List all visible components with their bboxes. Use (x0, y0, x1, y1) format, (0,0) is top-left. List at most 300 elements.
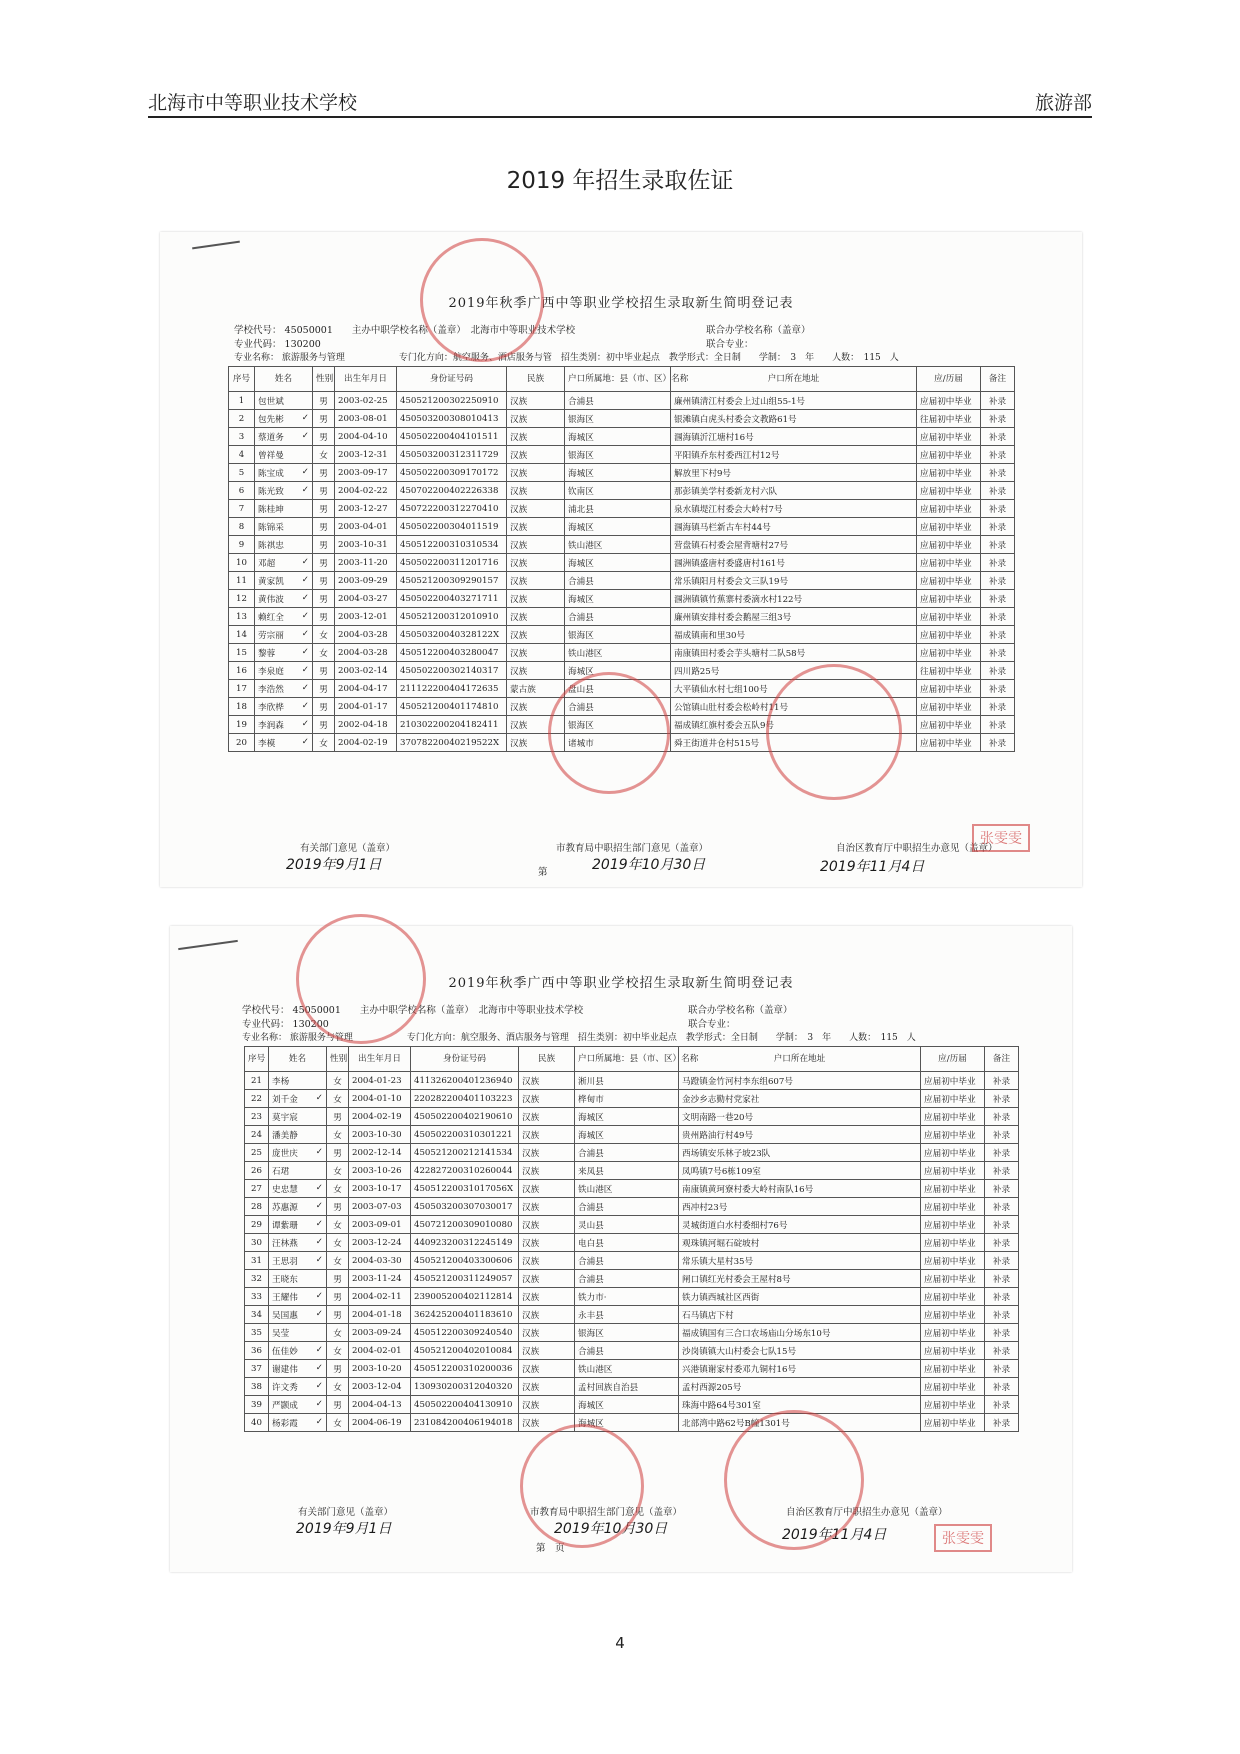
ethnicity: 汉族 (519, 1378, 575, 1396)
hukou-county: 盘山县 (565, 680, 671, 698)
student-name: 陈桂坤 (258, 504, 284, 515)
remark: 补录 (981, 428, 1015, 446)
row-number: 36 (245, 1342, 269, 1360)
school-name: 北海市中等职业技术学校 (148, 92, 358, 114)
check-mark-icon: ✓ (315, 1290, 323, 1301)
hukou-county: 合浦县 (575, 1270, 679, 1288)
student-name: 许文秀 (272, 1382, 298, 1393)
hukou-county: 海城区 (565, 464, 671, 482)
birth-date: 2004-03-27 (335, 590, 397, 608)
hukou-address: 珠海中路64号301室 (679, 1396, 921, 1414)
table-row (245, 1360, 1019, 1378)
hukou-address: 铁力镇西城社区西街 (679, 1288, 921, 1306)
hukou-county: 海城区 (565, 554, 671, 572)
table-row (229, 482, 1015, 500)
student-name-cell (255, 518, 313, 536)
column-header: 出生年月日 (349, 1047, 411, 1072)
student-name-cell (255, 572, 313, 590)
hukou-county: 铁力市· (575, 1288, 679, 1306)
student-name: 李杨 (272, 1076, 290, 1087)
table-row (229, 446, 1015, 464)
birth-date: 2003-02-25 (335, 392, 397, 410)
hukou-county: 合浦县 (575, 1144, 679, 1162)
gender: 女 (313, 626, 335, 644)
ethnicity: 汉族 (507, 626, 565, 644)
student-name: 包先彬 (258, 414, 284, 425)
student-name: 史忠慧 (272, 1184, 298, 1195)
birth-date: 2004-02-19 (335, 734, 397, 752)
hukou-address: 大平镇仙水村七组100号 (671, 680, 917, 698)
ethnicity: 汉族 (507, 392, 565, 410)
student-name: 王思羽 (272, 1256, 298, 1267)
id-number: 45050320040328122X (397, 626, 507, 644)
student-name: 吴国惠 (272, 1310, 298, 1321)
student-name-cell (255, 554, 313, 572)
birth-date: 2002-04-18 (335, 716, 397, 734)
ethnicity: 汉族 (519, 1108, 575, 1126)
ethnicity: 汉族 (519, 1342, 575, 1360)
column-header: 户口所在地址 (671, 367, 917, 392)
remark: 补录 (981, 518, 1015, 536)
row-number: 5 (229, 464, 255, 482)
column-header: 身份证号码 (411, 1047, 519, 1072)
gender: 男 (327, 1288, 349, 1306)
hukou-county: 诸城市 (565, 734, 671, 752)
id-number: 450521200403300606 (411, 1252, 519, 1270)
birth-date: 2003-02-14 (335, 662, 397, 680)
ethnicity: 汉族 (519, 1126, 575, 1144)
region-stamp (766, 664, 902, 800)
ethnicity: 汉族 (507, 464, 565, 482)
hukou-address: 凤鸣镇7号6栋109室 (679, 1162, 921, 1180)
gender: 男 (313, 608, 335, 626)
graduate-type: 应届初中毕业 (921, 1270, 985, 1288)
hukou-county: 孟村回族自治县 (575, 1378, 679, 1396)
student-name: 李浩然 (258, 684, 284, 695)
gender: 男 (327, 1306, 349, 1324)
birth-date: 2004-01-23 (349, 1072, 411, 1090)
birth-date: 2003-12-27 (335, 500, 397, 518)
id-number: 130930200312040320 (411, 1378, 519, 1396)
student-name-cell (269, 1126, 327, 1144)
handwritten-date-left: 2019年9月1日 (296, 1521, 392, 1537)
footer-dept-opinion: 有关部门意见（盖章） (300, 843, 396, 854)
column-header: 民族 (507, 367, 565, 392)
gender: 女 (327, 1234, 349, 1252)
id-number: 422827200310260044 (411, 1162, 519, 1180)
row-number: 18 (229, 698, 255, 716)
ethnicity: 汉族 (507, 536, 565, 554)
hukou-county: 铁山港区 (565, 536, 671, 554)
birth-date: 2003-11-24 (349, 1270, 411, 1288)
row-number: 35 (245, 1324, 269, 1342)
check-mark-icon: ✓ (315, 1362, 323, 1373)
check-mark-icon: ✓ (301, 592, 309, 603)
birth-date: 2003-08-01 (335, 410, 397, 428)
ethnicity: 汉族 (507, 446, 565, 464)
gender: 女 (327, 1414, 349, 1432)
hukou-county: 合浦县 (565, 698, 671, 716)
hukou-address: 那彭镇美学村委新龙村六队 (671, 482, 917, 500)
check-mark-icon: ✓ (301, 610, 309, 621)
column-header: 性别 (313, 367, 335, 392)
graduate-type: 应届初中毕业 (921, 1378, 985, 1396)
ethnicity: 汉族 (519, 1396, 575, 1414)
graduate-type: 应届初中毕业 (921, 1324, 985, 1342)
hukou-county: 淅川县 (575, 1072, 679, 1090)
student-name-cell (269, 1216, 327, 1234)
school-stamp (296, 914, 426, 1044)
id-number: 450702200402226338 (397, 482, 507, 500)
gender: 男 (313, 410, 335, 428)
table-header-row (245, 1047, 1019, 1072)
student-name-cell (269, 1198, 327, 1216)
hukou-county: 银海区 (565, 446, 671, 464)
check-mark-icon: ✓ (301, 664, 309, 675)
row-number: 31 (245, 1252, 269, 1270)
graduate-type: 往届初中毕业 (917, 662, 981, 680)
column-header: 序号 (245, 1047, 269, 1072)
graduate-type: 应届初中毕业 (917, 626, 981, 644)
hukou-county: 铁山港区 (565, 644, 671, 662)
table-row (245, 1342, 1019, 1360)
hukou-county: 海城区 (565, 590, 671, 608)
ethnicity: 汉族 (507, 482, 565, 500)
remark: 补录 (981, 410, 1015, 428)
student-name-cell (269, 1180, 327, 1198)
gender: 男 (327, 1396, 349, 1414)
student-name: 李泉庭 (258, 666, 284, 677)
table-row (245, 1252, 1019, 1270)
graduate-type: 应届初中毕业 (917, 608, 981, 626)
birth-date: 2004-04-10 (335, 428, 397, 446)
student-name-cell (269, 1072, 327, 1090)
meta-major-name: 专业名称： 旅游服务与管理 专门化方向：航空服务、酒店服务与管 招生类别：初中毕业起点 教学形式：全日制 学制： 3 年 人数： 115 人 (234, 353, 899, 363)
birth-date: 2003-07-03 (349, 1198, 411, 1216)
remark: 补录 (985, 1252, 1019, 1270)
meta-joint-school: 联合办学校名称（盖章） (688, 1005, 793, 1016)
gender: 女 (327, 1180, 349, 1198)
id-number: 450512200310200036 (411, 1360, 519, 1378)
hukou-county: 永丰县 (575, 1306, 679, 1324)
id-number: 450521200401174810 (397, 698, 507, 716)
graduate-type: 应届初中毕业 (917, 464, 981, 482)
id-number: 450721200309010080 (411, 1216, 519, 1234)
hukou-county: 电白县 (575, 1234, 679, 1252)
birth-date: 2003-04-01 (335, 518, 397, 536)
hukou-address: 四川路25号 (671, 662, 917, 680)
hukou-county: 合浦县 (565, 608, 671, 626)
region-stamp (724, 1410, 864, 1550)
table-row (229, 626, 1015, 644)
remark: 补录 (985, 1324, 1019, 1342)
ethnicity: 汉族 (519, 1306, 575, 1324)
page-header (148, 86, 1092, 118)
check-mark-icon: ✓ (315, 1344, 323, 1355)
student-name: 石珺 (272, 1166, 290, 1177)
row-number: 10 (229, 554, 255, 572)
footer-region-opinion: 自治区教育厅中职招生办意见（盖章） (786, 1507, 948, 1518)
student-name: 李模 (258, 738, 276, 749)
check-mark-icon: ✓ (315, 1182, 323, 1193)
table-row (245, 1270, 1019, 1288)
hukou-address: 涠洲镇镇竹蕉寨村委滴水村122号 (671, 590, 917, 608)
student-name-cell (255, 536, 313, 554)
check-mark-icon: ✓ (301, 736, 309, 747)
gender: 男 (313, 554, 335, 572)
meta-joint-school: 联合办学校名称（盖章） (706, 325, 811, 336)
graduate-type: 应届初中毕业 (921, 1216, 985, 1234)
remark: 补录 (985, 1108, 1019, 1126)
student-name: 陈锦采 (258, 522, 284, 533)
edu-bureau-stamp (520, 1424, 644, 1548)
student-name-cell (255, 608, 313, 626)
birth-date: 2004-01-18 (349, 1306, 411, 1324)
graduate-type: 应届初中毕业 (921, 1198, 985, 1216)
graduate-type: 应届初中毕业 (917, 482, 981, 500)
id-number: 362425200401183610 (411, 1306, 519, 1324)
row-number: 22 (245, 1090, 269, 1108)
row-number: 27 (245, 1180, 269, 1198)
birth-date: 2003-12-31 (335, 446, 397, 464)
ethnicity: 汉族 (507, 554, 565, 572)
table-row (229, 572, 1015, 590)
student-name: 黎蓉 (258, 648, 276, 659)
id-number: 450521200311249057 (411, 1270, 519, 1288)
id-number: 450502200309170172 (397, 464, 507, 482)
row-number: 7 (229, 500, 255, 518)
birth-date: 2003-09-01 (349, 1216, 411, 1234)
check-mark-icon: ✓ (301, 574, 309, 585)
graduate-type: 应届初中毕业 (917, 644, 981, 662)
form-title: 2019年秋季广西中等职业学校招生录取新生简明登记表 (448, 296, 794, 311)
id-number: 239005200402112814 (411, 1288, 519, 1306)
hukou-county: 桦甸市 (575, 1090, 679, 1108)
remark: 补录 (981, 446, 1015, 464)
student-name: 赖红全 (258, 612, 284, 623)
remark: 补录 (985, 1090, 1019, 1108)
hukou-county: 海城区 (575, 1108, 679, 1126)
table-row (229, 500, 1015, 518)
gender: 男 (313, 500, 335, 518)
table-row (245, 1144, 1019, 1162)
meta-school-code: 学校代号： 45050001 主办中职学校名称（盖章） 北海市中等职业技术学校 (242, 1005, 584, 1016)
birth-date: 2004-02-19 (349, 1108, 411, 1126)
gender: 男 (327, 1144, 349, 1162)
hukou-address: 福成镇南和里30号 (671, 626, 917, 644)
student-name: 蔡道务 (258, 432, 284, 443)
check-mark-icon: ✓ (301, 556, 309, 567)
column-header: 户口所属地：县（市、区）名称 (565, 367, 671, 392)
graduate-type: 应届初中毕业 (921, 1306, 985, 1324)
birth-date: 2004-03-28 (335, 626, 397, 644)
ethnicity: 汉族 (519, 1072, 575, 1090)
hukou-county: 海城区 (575, 1396, 679, 1414)
id-number: 450503200307030017 (411, 1198, 519, 1216)
row-number: 3 (229, 428, 255, 446)
page-mark: 第 页 (536, 1543, 565, 1554)
check-mark-icon: ✓ (315, 1146, 323, 1157)
meta-major-code: 专业代码： 130200 (234, 339, 321, 350)
student-name: 李欣桦 (258, 702, 284, 713)
row-number: 19 (229, 716, 255, 734)
hukou-address: 舜王街道井仓村515号 (671, 734, 917, 752)
id-number: 450521200312010910 (397, 608, 507, 626)
remark: 补录 (985, 1288, 1019, 1306)
student-name: 包世斌 (258, 396, 284, 407)
remark: 补录 (985, 1270, 1019, 1288)
hukou-address: 马蹬镇金竹河村李东组607号 (679, 1072, 921, 1090)
student-name-cell (255, 500, 313, 518)
check-mark-icon: ✓ (315, 1380, 323, 1391)
id-number: 450502200402190610 (411, 1108, 519, 1126)
graduate-type: 应届初中毕业 (921, 1090, 985, 1108)
hukou-address: 涠海镇沂江塘村16号 (671, 428, 917, 446)
footer-dept-opinion: 有关部门意见（盖章） (298, 1507, 394, 1518)
column-header: 民族 (519, 1047, 575, 1072)
hukou-address: 沙岗镇镇大山村委会七队15号 (679, 1342, 921, 1360)
row-number: 12 (229, 590, 255, 608)
row-number: 11 (229, 572, 255, 590)
gender: 男 (313, 662, 335, 680)
hukou-county: 合浦县 (575, 1252, 679, 1270)
student-name-cell (269, 1414, 327, 1432)
check-mark-icon: ✓ (315, 1200, 323, 1211)
column-header: 应/历届 (921, 1047, 985, 1072)
check-mark-icon: ✓ (301, 484, 309, 495)
table-row (229, 392, 1015, 410)
graduate-type: 应届初中毕业 (921, 1342, 985, 1360)
table-row (245, 1090, 1019, 1108)
row-number: 13 (229, 608, 255, 626)
graduate-type: 应届初中毕业 (921, 1234, 985, 1252)
row-number: 32 (245, 1270, 269, 1288)
remark: 补录 (981, 482, 1015, 500)
hukou-address: 南康镇田村委会芋头塘村二队58号 (671, 644, 917, 662)
student-name-cell (255, 626, 313, 644)
student-name: 苏惠源 (272, 1202, 298, 1213)
ethnicity: 汉族 (507, 410, 565, 428)
remark: 补录 (981, 716, 1015, 734)
hukou-county: 来凤县 (575, 1162, 679, 1180)
id-number: 450502200404101511 (397, 428, 507, 446)
id-number: 450512200403280047 (397, 644, 507, 662)
graduate-type: 应届初中毕业 (917, 554, 981, 572)
column-header: 户口所属地：县（市、区）名称 (575, 1047, 679, 1072)
row-number: 20 (229, 734, 255, 752)
table-row (229, 608, 1015, 626)
student-name: 陈宝成 (258, 468, 284, 479)
table-row (245, 1306, 1019, 1324)
check-mark-icon: ✓ (315, 1308, 323, 1319)
student-name-cell (269, 1108, 327, 1126)
table-row (229, 590, 1015, 608)
meta-joint-major: 联合专业： (706, 339, 754, 350)
birth-date: 2003-10-20 (349, 1360, 411, 1378)
student-name: 陈祺忠 (258, 540, 284, 551)
table-row (229, 410, 1015, 428)
student-name-cell (269, 1306, 327, 1324)
edu-bureau-stamp (548, 672, 670, 794)
hukou-address: 文明南路一巷20号 (679, 1108, 921, 1126)
birth-date: 2003-12-24 (349, 1234, 411, 1252)
birth-date: 2003-09-29 (335, 572, 397, 590)
id-number: 450502200310301221 (411, 1126, 519, 1144)
gender: 男 (327, 1198, 349, 1216)
table-header-row (229, 367, 1015, 392)
remark: 补录 (985, 1072, 1019, 1090)
table-row (245, 1180, 1019, 1198)
column-header: 身份证号码 (397, 367, 507, 392)
hukou-county: 海城区 (575, 1414, 679, 1432)
registration-form-scan-2 (170, 926, 1072, 1572)
column-header: 出生年月日 (335, 367, 397, 392)
check-mark-icon: ✓ (315, 1398, 323, 1409)
remark: 补录 (985, 1234, 1019, 1252)
graduate-type: 应届初中毕业 (917, 734, 981, 752)
ethnicity: 汉族 (519, 1360, 575, 1378)
hukou-address: 金沙乡志勤村党家社 (679, 1090, 921, 1108)
gender: 女 (327, 1126, 349, 1144)
graduate-type: 应届初中毕业 (917, 500, 981, 518)
student-name-cell (255, 662, 313, 680)
gender: 女 (327, 1252, 349, 1270)
student-name-cell (269, 1090, 327, 1108)
handwritten-date-mid: 2019年10月30日 (554, 1521, 668, 1537)
graduate-type: 应届初中毕业 (921, 1180, 985, 1198)
column-header: 户口所在地址 (679, 1047, 921, 1072)
meta-major-code: 专业代码： 130200 (242, 1019, 329, 1030)
check-mark-icon: ✓ (301, 700, 309, 711)
gender: 女 (313, 734, 335, 752)
ethnicity: 汉族 (507, 716, 565, 734)
row-number: 34 (245, 1306, 269, 1324)
hukou-address: 常乐镇阳月村委会文三队19号 (671, 572, 917, 590)
row-number: 21 (245, 1072, 269, 1090)
gender: 女 (327, 1090, 349, 1108)
student-name: 严颢成 (272, 1400, 298, 1411)
row-number: 8 (229, 518, 255, 536)
column-header: 性别 (327, 1047, 349, 1072)
student-name-cell (269, 1252, 327, 1270)
table-row (229, 464, 1015, 482)
gender: 男 (327, 1360, 349, 1378)
gender: 男 (313, 428, 335, 446)
birth-date: 2004-02-01 (349, 1342, 411, 1360)
graduate-type: 应届初中毕业 (917, 392, 981, 410)
id-number: 450503200308010413 (397, 410, 507, 428)
graduate-type: 应届初中毕业 (921, 1162, 985, 1180)
id-number: 231084200406194018 (411, 1414, 519, 1432)
ethnicity: 汉族 (507, 428, 565, 446)
student-name-cell (255, 716, 313, 734)
check-mark-icon: ✓ (301, 412, 309, 423)
hukou-address: 解放里下村9号 (671, 464, 917, 482)
row-number: 25 (245, 1144, 269, 1162)
remark: 补录 (981, 734, 1015, 752)
check-mark-icon: ✓ (315, 1416, 323, 1427)
ethnicity: 汉族 (507, 518, 565, 536)
page-mark: 第 (538, 867, 548, 878)
ethnicity: 汉族 (519, 1288, 575, 1306)
gender: 男 (313, 536, 335, 554)
student-name-cell (269, 1360, 327, 1378)
student-name-cell (269, 1342, 327, 1360)
column-header: 序号 (229, 367, 255, 392)
ethnicity: 汉族 (507, 662, 565, 680)
table-row (245, 1108, 1019, 1126)
student-name: 谭紫珊 (272, 1220, 298, 1231)
